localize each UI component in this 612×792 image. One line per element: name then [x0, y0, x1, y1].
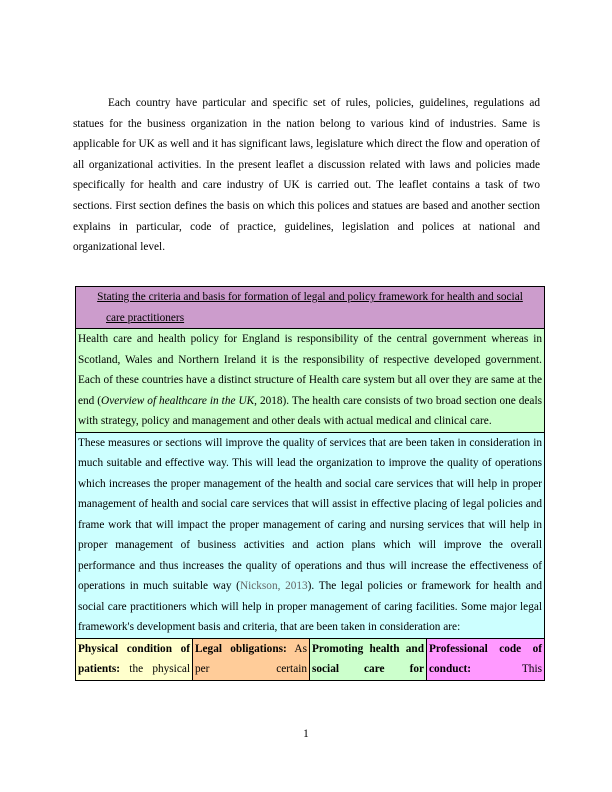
- healthcare-policy-cell: [76, 329, 545, 433]
- table-header-line1: Stating the criteria and basis for formation of legal and policy framework for health and social: [97, 291, 523, 303]
- citation-nickson: Nickson, 2013: [239, 580, 308, 592]
- criteria-text: This: [471, 663, 542, 675]
- criteria-title: Legal obligations:: [195, 642, 287, 655]
- green-text-italic: Overview of healthcare in the UK: [101, 394, 255, 407]
- table-header-line2: care practitioners: [106, 311, 185, 324]
- criteria-cell-legal: [193, 638, 310, 680]
- criteria-row: [76, 638, 545, 680]
- table-header-cell: [76, 287, 545, 329]
- criteria-cell-physical: [76, 638, 193, 680]
- criteria-title: Professional code of conduct:: [429, 642, 542, 675]
- criteria-cell-promoting: [310, 638, 427, 680]
- criteria-cell-professional: [427, 638, 545, 680]
- page-number: 1: [303, 728, 309, 740]
- legal-framework-table: [75, 286, 545, 681]
- criteria-text: As per certain: [195, 642, 307, 675]
- measures-cell: [76, 432, 545, 638]
- criteria-title: Physical condition of patients:: [78, 642, 190, 675]
- green-text-after: , 2018). The health care consists of two broad section one deals with strategy, policy and management and other deals with actual medical and clinical care.: [78, 394, 542, 427]
- cyan-text-before: These measures or sections will improve the quality of services that are been taken in consideration in much suitable and effective way. This will lead the organization to improve the quality of operations which increases the proper management of the health and social care services that will help in proper management of health and social care services that will assist in effective placing of legal policies and frame work that will impact the proper management of caring and nursing services that will help in proper management of business activities and action plans which will improve the overall performance and thus increases the quality of operations and thus will increase the effectiveness of operations in much suitable way (: [78, 436, 542, 592]
- intro-paragraph: Each country have particular and specific set of rules, policies, guidelines, regulations ad statues for the business organization in the nation belong to various kind of industries. Same is applicable for UK as well and it has significant laws, legislature which direct the flow and operation of all organizational activities. In the present leaflet a discussion related with laws and policies made specifically for health and care industry of UK is carried out. The leaflet contains a task of two sections. First section defines the basis on which this polices and statues are based and another section explains in particular, code of practice, guidelines, legislation and polices at national and organizational level.: [73, 97, 540, 254]
- green-text-before: Health care and health policy for England is responsibility of the central government whereas in Scotland, Wales and Northern Ireland it is the responsibility of respective developed government. Each of these countries have a distinct structure of Health care system but all over they are same at the end (: [78, 333, 542, 407]
- criteria-title: Promoting health and social care for: [312, 642, 424, 675]
- criteria-text: the physical: [120, 663, 190, 675]
- cyan-text-after: ). The legal policies or framework for health and social care practitioners which will help in proper management of caring facilities. Some major legal framework's development basis and criteria, that are been taken in consideration are:: [78, 580, 542, 633]
